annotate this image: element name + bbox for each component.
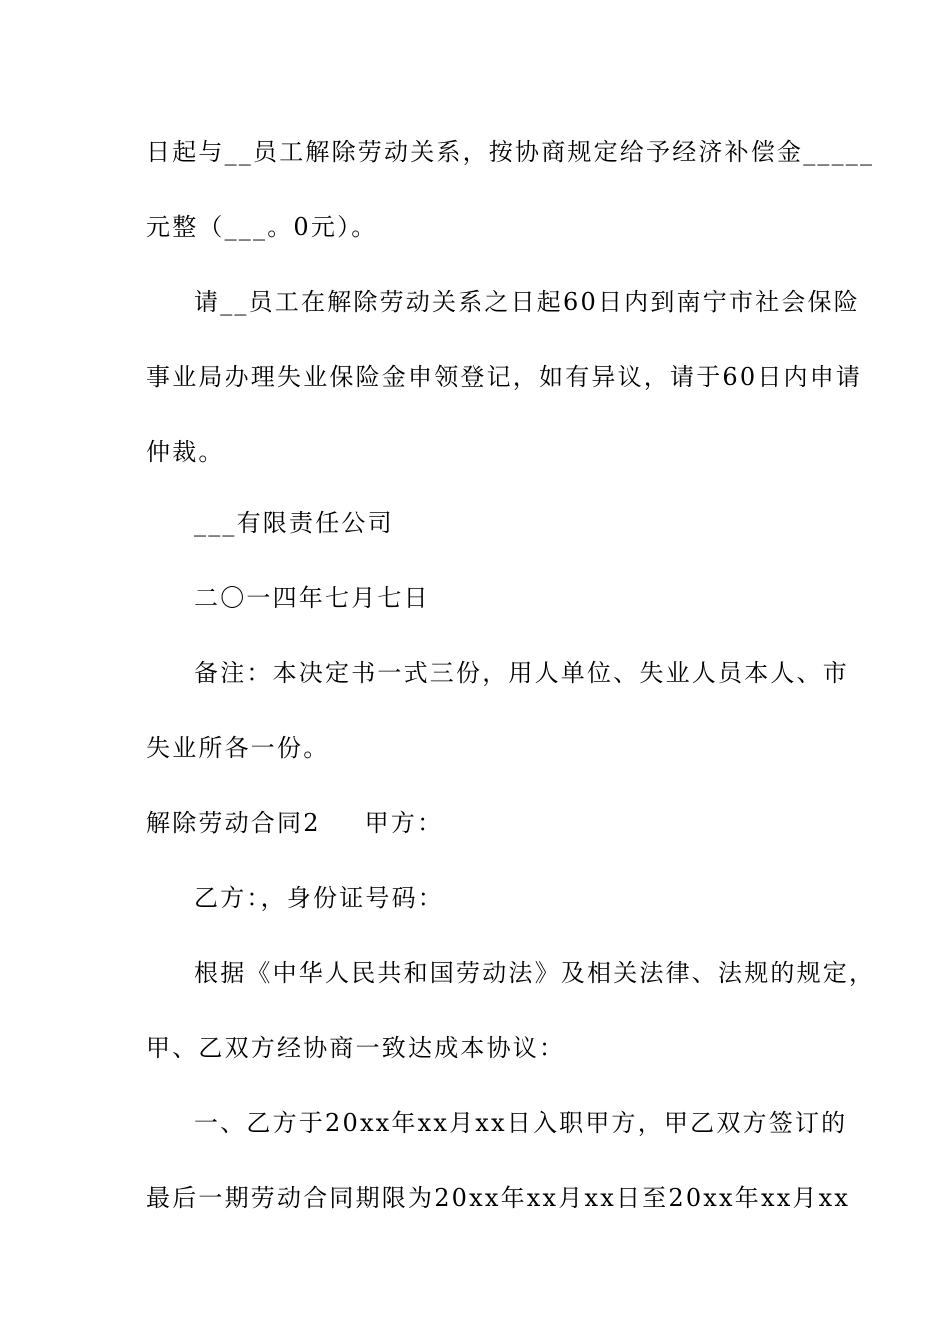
remark-line: 备注：本决定书一式三份，用人单位、失业人员本人、市 <box>194 659 849 687</box>
paragraph-line: 请__员工在解除劳动关系之日起60日内到南宁市社会保险 <box>194 288 860 316</box>
paragraph-line: 仲裁。 <box>146 438 225 466</box>
paragraph-line: 甲、乙双方经协商一致达成本协议： <box>146 1034 566 1062</box>
document-date: 二〇一四年七月七日 <box>194 584 430 612</box>
party-a-label: 甲方： <box>364 809 444 837</box>
paragraph-line: 一、乙方于20xx年xx月xx日入职甲方，甲乙双方签订的 <box>194 1109 848 1137</box>
company-name: ___有限责任公司 <box>194 509 394 537</box>
paragraph-line: 最后一期劳动合同期限为20xx年xx月xx日至20xx年xx月xx <box>146 1184 851 1212</box>
section-title: 解除劳动合同2 <box>146 809 321 837</box>
paragraph-line: 日起与__员工解除劳动关系，按协商规定给予经济补偿金_____ <box>146 138 875 166</box>
paragraph-line: 事业局办理失业保险金申领登记，如有异议，请于60日内申请 <box>146 363 863 391</box>
section-heading <box>146 808 816 838</box>
paragraph-line: 元整（___。0元）。 <box>146 213 378 241</box>
party-b-line: 乙方：，身份证号码： <box>194 884 444 912</box>
remark-line: 失业所各一份。 <box>146 734 330 762</box>
paragraph-line: 根据《中华人民共和国劳动法》及相关法律、法规的规定， <box>194 959 876 987</box>
